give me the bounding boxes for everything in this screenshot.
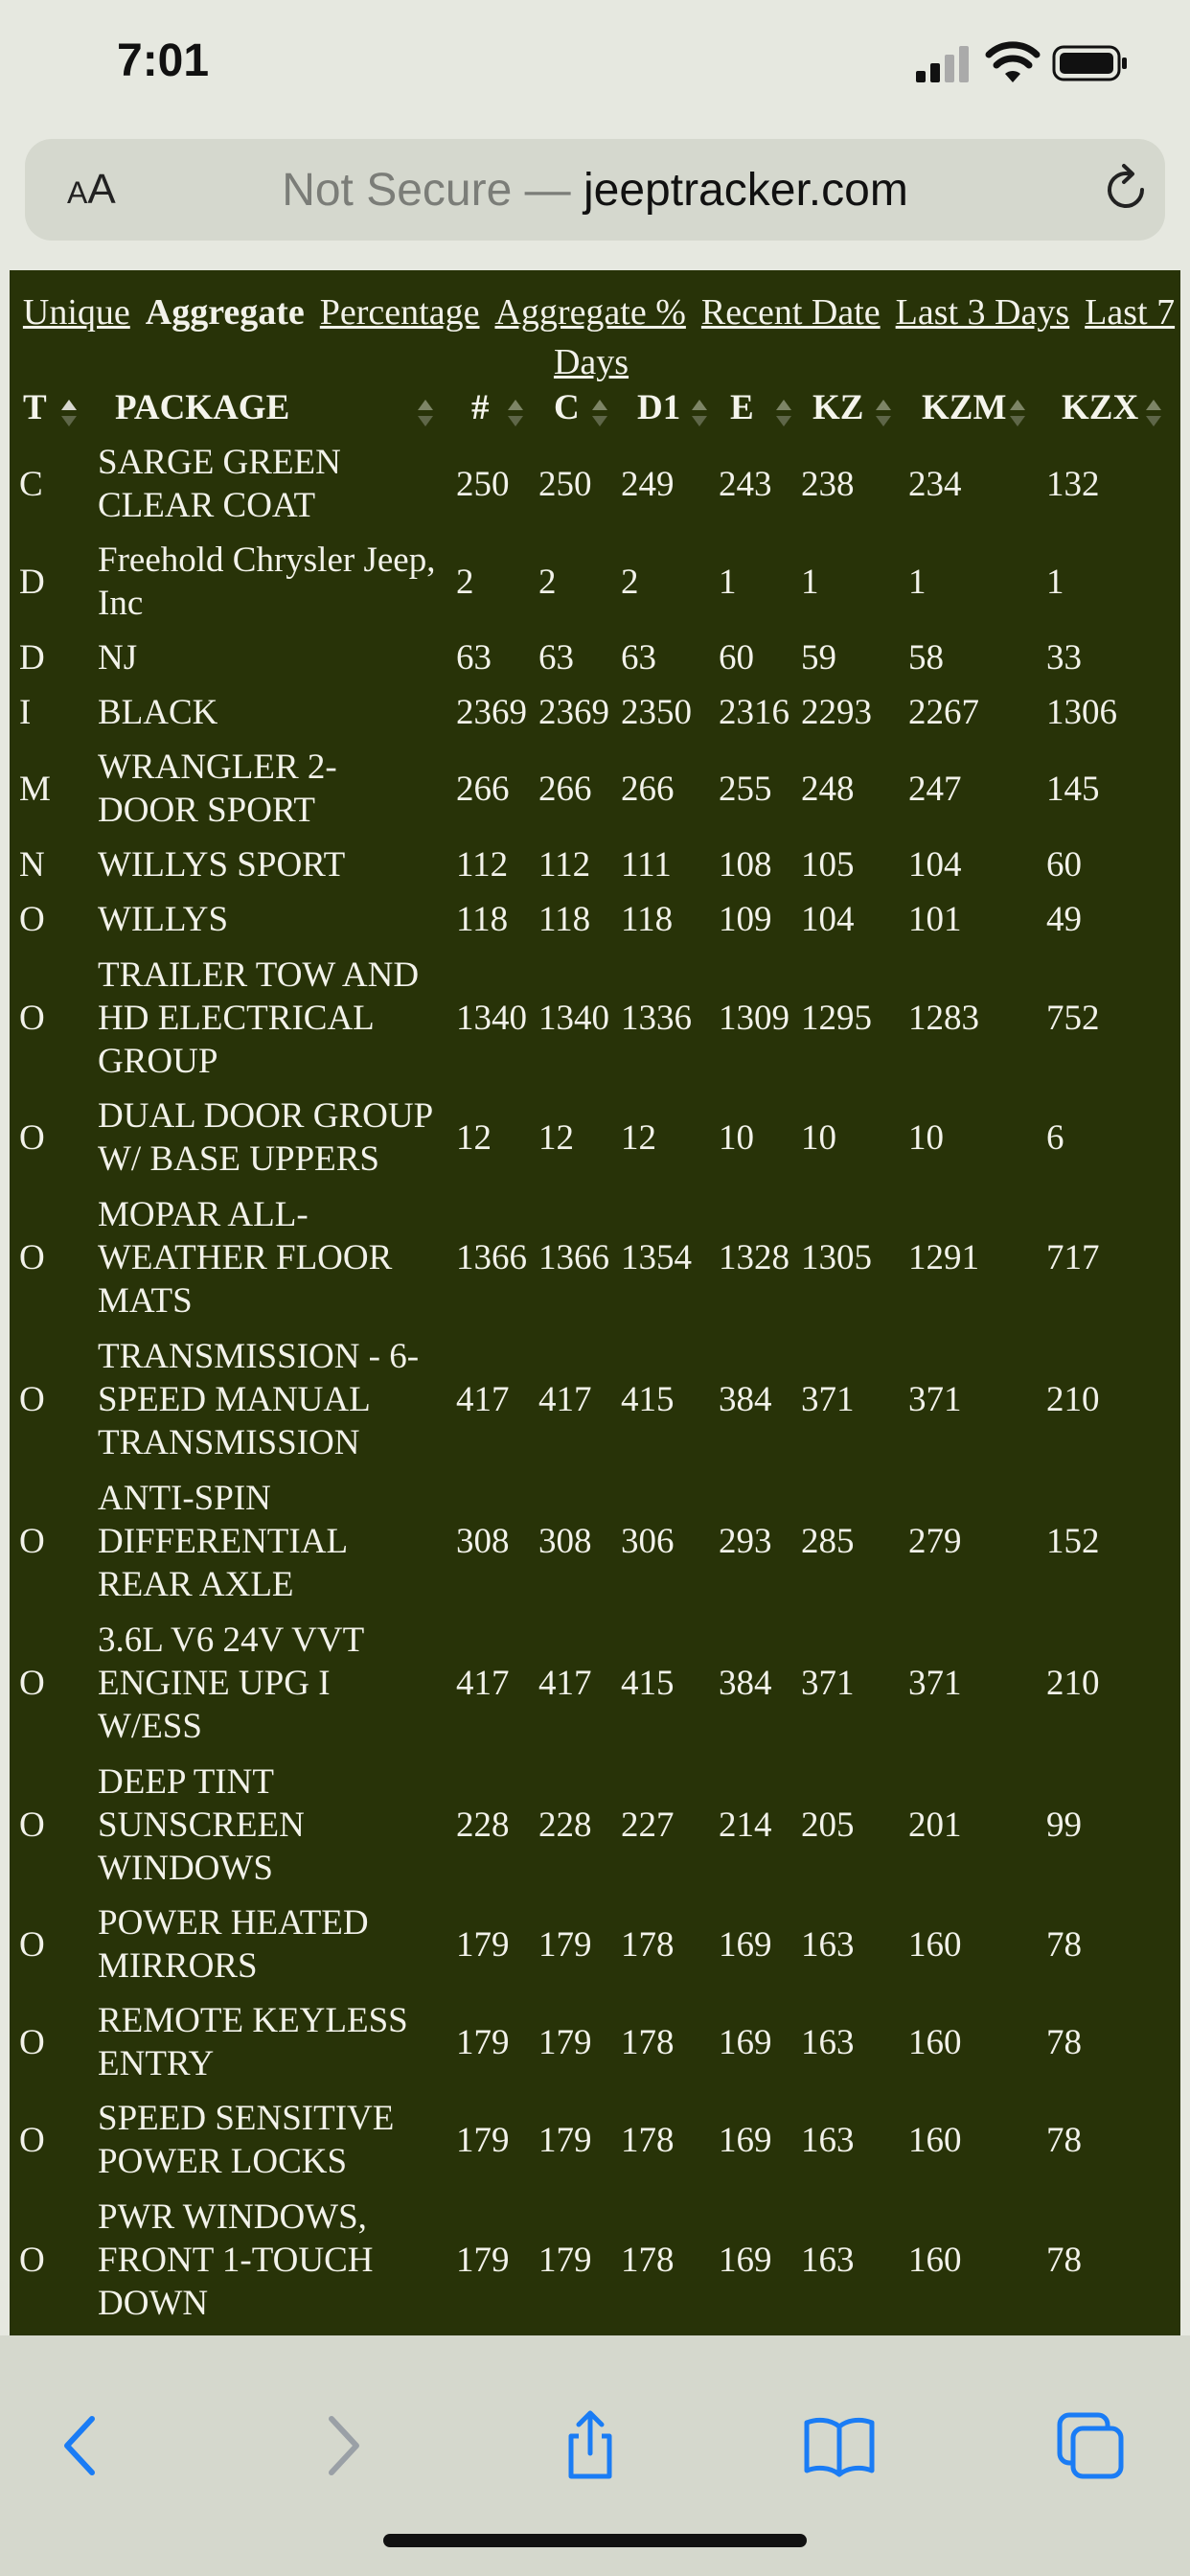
cell-count: 63 <box>456 638 492 678</box>
cell-type: D <box>19 638 45 678</box>
cell-kzx: 78 <box>1046 2121 1082 2160</box>
table-row <box>10 2189 1180 2331</box>
cell-kzx: 145 <box>1046 770 1100 809</box>
cell-kzm: 160 <box>908 2023 962 2062</box>
table-row <box>10 1186 1180 1328</box>
cell-count: 228 <box>456 1806 510 1845</box>
cell-c: 417 <box>538 1664 592 1703</box>
cell-kzm: 58 <box>908 638 944 678</box>
cell-d1: 2 <box>621 563 639 602</box>
cell-d1: 178 <box>621 2241 675 2280</box>
col-header-kzx[interactable]: KZX <box>1062 388 1139 427</box>
table-row <box>10 2091 1180 2189</box>
table-row <box>10 435 1180 533</box>
cell-count: 1366 <box>456 1238 527 1277</box>
cell-kzx: 210 <box>1046 1380 1100 1419</box>
col-header-kz[interactable]: KZ <box>812 388 864 427</box>
cell-kz: 163 <box>801 1925 855 1965</box>
cell-package: REMOTE KEYLESS ENTRY <box>98 2001 408 2083</box>
table-row <box>10 1612 1180 1754</box>
cell-count: 417 <box>456 1664 510 1703</box>
sort-arrows-icon[interactable] <box>506 399 525 427</box>
cell-kz: 163 <box>801 2023 855 2062</box>
nav-percentage-link[interactable]: Percentage <box>319 292 480 333</box>
cell-package: WRANGLER 2- DOOR SPORT <box>98 748 337 830</box>
cell-kzm: 160 <box>908 2121 962 2160</box>
cell-kz: 238 <box>801 465 855 504</box>
col-header-count[interactable]: # <box>471 388 490 427</box>
col-header-t[interactable]: T <box>23 388 47 427</box>
cell-kz: 1305 <box>801 1238 872 1277</box>
battery-icon <box>1052 44 1129 82</box>
cell-e: 1328 <box>719 1238 790 1277</box>
cell-d1: 415 <box>621 1380 675 1419</box>
cell-count: 179 <box>456 1925 510 1965</box>
cell-d1: 178 <box>621 2121 675 2160</box>
table-row <box>10 740 1180 838</box>
table-row <box>10 1089 1180 1186</box>
cell-c: 63 <box>538 638 574 678</box>
share-icon[interactable] <box>552 2407 629 2484</box>
cell-c: 1340 <box>538 999 609 1038</box>
cell-count: 2369 <box>456 693 527 732</box>
cell-e: 108 <box>719 845 772 885</box>
cell-package: WILLYS SPORT <box>98 845 346 885</box>
cell-kzm: 247 <box>908 770 962 809</box>
cell-kzx: 78 <box>1046 2241 1082 2280</box>
cell-package: SARGE GREEN CLEAR COAT <box>98 443 341 525</box>
cell-kzx: 49 <box>1046 900 1082 939</box>
cell-count: 308 <box>456 1522 510 1561</box>
cell-c: 179 <box>538 2023 592 2062</box>
cell-e: 169 <box>719 2023 772 2062</box>
cell-package: SPEED SENSITIVE POWER LOCKS <box>98 2099 395 2181</box>
cell-kzx: 99 <box>1046 1806 1082 1845</box>
table-row <box>10 1754 1180 1896</box>
cell-kzm: 2267 <box>908 693 979 732</box>
cell-package: TRANSMISSION - 6- SPEED MANUAL TRANSMISSION <box>98 1337 420 1462</box>
cell-kz: 105 <box>801 845 855 885</box>
cell-package: DUAL DOOR GROUP W/ BASE UPPERS <box>98 1096 434 1179</box>
cell-e: 243 <box>719 465 772 504</box>
table-row <box>10 685 1180 740</box>
cell-type: O <box>19 1380 45 1419</box>
cell-kzm: 234 <box>908 465 962 504</box>
cell-kz: 285 <box>801 1522 855 1561</box>
table-row <box>10 1993 1180 2091</box>
cell-type: C <box>19 465 43 504</box>
col-header-e[interactable]: E <box>730 388 754 427</box>
cell-c: 250 <box>538 465 592 504</box>
cell-d1: 178 <box>621 1925 675 1965</box>
cell-e: 60 <box>719 638 754 678</box>
cell-type: O <box>19 1118 45 1158</box>
table-row <box>10 1470 1180 1612</box>
cell-kzm: 371 <box>908 1380 962 1419</box>
cellular-signal-icon <box>916 44 970 82</box>
address-bar[interactable] <box>25 139 1165 241</box>
cell-c: 112 <box>538 845 591 885</box>
cell-count: 1340 <box>456 999 527 1038</box>
cell-d1: 249 <box>621 465 675 504</box>
cell-kz: 371 <box>801 1380 855 1419</box>
sort-arrows-icon[interactable] <box>59 399 79 427</box>
cell-kz: 2293 <box>801 693 872 732</box>
cell-d1: 178 <box>621 2023 675 2062</box>
table-row <box>10 892 1180 947</box>
cell-type: D <box>19 563 45 602</box>
cell-e: 255 <box>719 770 772 809</box>
cell-kzm: 1 <box>908 563 927 602</box>
cell-d1: 63 <box>621 638 656 678</box>
cell-type: O <box>19 2023 45 2062</box>
chevron-right-icon[interactable] <box>303 2407 379 2484</box>
cell-c: 417 <box>538 1380 592 1419</box>
status-bar <box>0 0 1190 134</box>
cell-kzm: 1291 <box>908 1238 979 1277</box>
home-indicator <box>383 2534 807 2547</box>
cell-kzm: 160 <box>908 2241 962 2280</box>
cell-kzm: 104 <box>908 845 962 885</box>
cell-kz: 371 <box>801 1664 855 1703</box>
sort-arrows-icon[interactable] <box>690 399 709 427</box>
cell-kzx: 152 <box>1046 1522 1100 1561</box>
cell-c: 308 <box>538 1522 592 1561</box>
sort-arrows-icon[interactable] <box>874 399 893 427</box>
chevron-left-icon[interactable] <box>46 2407 123 2484</box>
cell-c: 2 <box>538 563 557 602</box>
cell-kz: 205 <box>801 1806 855 1845</box>
cell-e: 384 <box>719 1664 772 1703</box>
cell-e: 1309 <box>719 999 790 1038</box>
cell-c: 179 <box>538 1925 592 1965</box>
cell-count: 118 <box>456 900 509 939</box>
cell-c: 118 <box>538 900 591 939</box>
cell-type: O <box>19 1238 45 1277</box>
nav-aggregate-percent-link[interactable]: Aggregate % <box>494 292 686 333</box>
cell-kzm: 101 <box>908 900 962 939</box>
cell-count: 179 <box>456 2023 510 2062</box>
cell-package: Freehold Chrysler Jeep, Inc <box>98 540 436 623</box>
cell-package: WILLYS <box>98 900 229 939</box>
table-row <box>10 1328 1180 1470</box>
cell-kz: 10 <box>801 1118 836 1158</box>
table-row <box>10 1896 1180 1993</box>
not-secure-label: Not Secure — <box>282 165 584 216</box>
cell-type: O <box>19 900 45 939</box>
cell-kzm: 371 <box>908 1664 962 1703</box>
cell-d1: 2350 <box>621 693 692 732</box>
cell-type: O <box>19 999 45 1038</box>
nav-unique-link[interactable]: Unique <box>22 292 130 333</box>
cell-kzx: 78 <box>1046 1925 1082 1965</box>
tabs-icon[interactable] <box>1052 2407 1129 2484</box>
cell-e: 10 <box>719 1118 754 1158</box>
cell-c: 179 <box>538 2241 592 2280</box>
cell-kzx: 210 <box>1046 1664 1100 1703</box>
cell-e: 1 <box>719 563 737 602</box>
cell-d1: 306 <box>621 1522 675 1561</box>
reader-text-size-button[interactable]: AA <box>67 166 116 213</box>
cell-d1: 1336 <box>621 999 692 1038</box>
cell-count: 2 <box>456 563 474 602</box>
cell-type: O <box>19 2121 45 2160</box>
cell-package: MOPAR ALL- WEATHER FLOOR MATS <box>98 1195 393 1321</box>
cell-package: TRAILER TOW AND HD ELECTRICAL GROUP <box>98 955 420 1081</box>
wifi-icon <box>985 40 1041 84</box>
cell-kzx: 717 <box>1046 1238 1100 1277</box>
cell-kzx: 1 <box>1046 563 1064 602</box>
cell-e: 2316 <box>719 693 790 732</box>
view-nav <box>10 288 1180 387</box>
cell-package: PWR WINDOWS, FRONT 1-TOUCH DOWN <box>98 2197 374 2323</box>
cell-d1: 1354 <box>621 1238 692 1277</box>
cell-c: 228 <box>538 1806 592 1845</box>
cell-kzm: 1283 <box>908 999 979 1038</box>
cell-kz: 59 <box>801 638 836 678</box>
cell-count: 417 <box>456 1380 510 1419</box>
sort-arrows-icon[interactable] <box>1008 399 1027 427</box>
status-time: 7:01 <box>117 35 210 86</box>
cell-c: 1366 <box>538 1238 609 1277</box>
nav-last-3-days-link[interactable]: Last 3 Days <box>895 292 1070 333</box>
cell-type: M <box>19 770 51 809</box>
cell-c: 266 <box>538 770 592 809</box>
cell-type: I <box>19 693 32 732</box>
col-header-d1[interactable]: D1 <box>637 388 681 427</box>
col-header-kzm[interactable]: KZM <box>922 388 1007 427</box>
col-header-package[interactable]: PACKAGE <box>115 388 290 427</box>
cell-kzx: 132 <box>1046 465 1100 504</box>
cell-e: 169 <box>719 1925 772 1965</box>
cell-c: 179 <box>538 2121 592 2160</box>
web-page <box>10 270 1180 2335</box>
cell-d1: 227 <box>621 1806 675 1845</box>
cell-e: 293 <box>719 1522 772 1561</box>
cell-count: 12 <box>456 1118 492 1158</box>
domain-label: jeeptracker.com <box>583 165 908 216</box>
cell-e: 214 <box>719 1806 772 1845</box>
reload-icon[interactable] <box>1098 162 1154 218</box>
cell-count: 250 <box>456 465 510 504</box>
cell-kz: 248 <box>801 770 855 809</box>
col-header-c[interactable]: C <box>554 388 580 427</box>
cell-kzx: 78 <box>1046 2023 1082 2062</box>
cell-type: O <box>19 1664 45 1703</box>
cell-kzm: 279 <box>908 1522 962 1561</box>
cell-kzm: 201 <box>908 1806 962 1845</box>
cell-kzx: 1306 <box>1046 693 1117 732</box>
cell-c: 12 <box>538 1118 574 1158</box>
cell-package: DEEP TINT SUNSCREEN WINDOWS <box>98 1762 305 1888</box>
cell-kzx: 752 <box>1046 999 1100 1038</box>
cell-type: N <box>19 845 45 885</box>
table-row <box>10 533 1180 631</box>
nav-last-7-days-link[interactable]: Last 7 Days <box>553 292 1176 382</box>
cell-kzx: 33 <box>1046 638 1082 678</box>
cell-count: 266 <box>456 770 510 809</box>
sort-arrows-icon[interactable] <box>416 399 435 427</box>
table-row <box>10 947 1180 1089</box>
cell-kz: 1295 <box>801 999 872 1038</box>
url-text[interactable] <box>25 164 1165 217</box>
cell-e: 384 <box>719 1380 772 1419</box>
cell-kz: 104 <box>801 900 855 939</box>
cell-e: 109 <box>719 900 772 939</box>
cell-type: O <box>19 1925 45 1965</box>
cell-kzx: 6 <box>1046 1118 1064 1158</box>
cell-d1: 415 <box>621 1664 675 1703</box>
cell-package: POWER HEATED MIRRORS <box>98 1903 369 1986</box>
cell-type: O <box>19 2241 45 2280</box>
cell-d1: 266 <box>621 770 675 809</box>
table-row <box>10 838 1180 892</box>
cell-kzx: 60 <box>1046 845 1082 885</box>
cell-count: 112 <box>456 845 509 885</box>
cell-kz: 163 <box>801 2241 855 2280</box>
cell-d1: 118 <box>621 900 674 939</box>
cell-kz: 163 <box>801 2121 855 2160</box>
cell-package: ANTI-SPIN DIFFERENTIAL REAR AXLE <box>98 1479 349 1604</box>
cell-d1: 111 <box>621 845 672 885</box>
cell-type: O <box>19 1806 45 1845</box>
cell-e: 169 <box>719 2121 772 2160</box>
cell-package: BLACK <box>98 693 218 732</box>
book-icon[interactable] <box>801 2407 878 2484</box>
cell-package: 3.6L V6 24V VVT ENGINE UPG I W/ESS <box>98 1621 365 1746</box>
sort-arrows-icon[interactable] <box>1144 399 1163 427</box>
table-row <box>10 631 1180 685</box>
sort-arrows-icon[interactable] <box>774 399 793 427</box>
cell-package: NJ <box>98 638 138 678</box>
cell-count: 179 <box>456 2121 510 2160</box>
cell-e: 169 <box>719 2241 772 2280</box>
cell-count: 179 <box>456 2241 510 2280</box>
cell-d1: 12 <box>621 1118 656 1158</box>
cell-kzm: 10 <box>908 1118 944 1158</box>
cell-type: O <box>19 1522 45 1561</box>
cell-kzm: 160 <box>908 1925 962 1965</box>
cell-c: 2369 <box>538 693 609 732</box>
nav-aggregate-current: Aggregate <box>145 292 305 333</box>
nav-recent-date-link[interactable]: Recent Date <box>700 292 881 333</box>
cell-kz: 1 <box>801 563 819 602</box>
sort-arrows-icon[interactable] <box>590 399 609 427</box>
